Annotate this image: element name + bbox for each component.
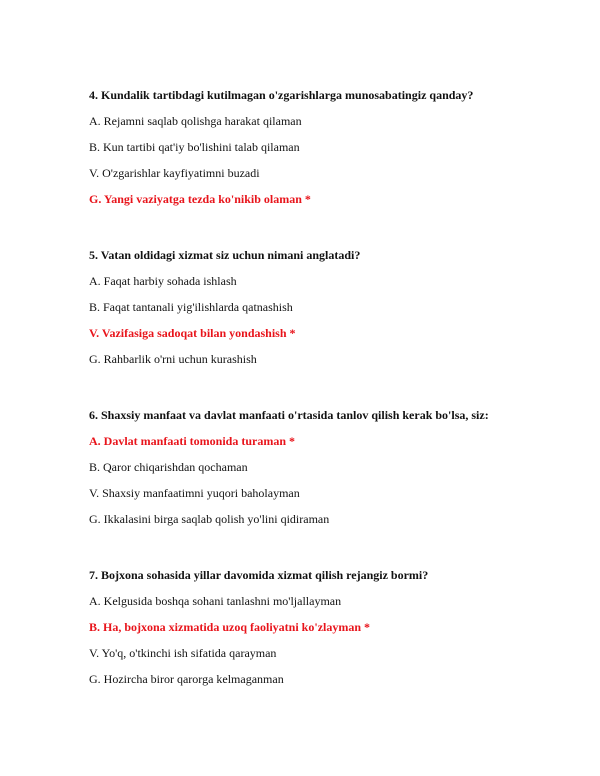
correct-answer-option: V. Vazifasiga sadoqat bilan yondashish * xyxy=(89,326,296,340)
answer-option: A. Rejamni saqlab qolishga harakat qilaman xyxy=(89,114,302,128)
question-block-7 xyxy=(89,567,569,687)
question-title: 6. Shaxsiy manfaat va davlat manfaati o'rtasida tanlov qilish kerak bo'lsa, siz: xyxy=(89,408,489,422)
correct-answer-option: A. Davlat manfaati tomonida turaman * xyxy=(89,434,295,448)
answer-option: G. Rahbarlik o'rni uchun kurashish xyxy=(89,352,257,366)
answer-option: V. O'zgarishlar kayfiyatimni buzadi xyxy=(89,166,260,180)
question-title: 5. Vatan oldidagi xizmat siz uchun nimani anglatadi? xyxy=(89,248,361,262)
answer-option: V. Shaxsiy manfaatimni yuqori baholayman xyxy=(89,486,300,500)
answer-option: G. Ikkalasini birga saqlab qolish yo'lini qidiraman xyxy=(89,512,330,526)
correct-answer-option: G. Yangi vaziyatga tezda ko'nikib olaman * xyxy=(89,192,311,206)
document-page xyxy=(89,87,569,727)
question-block-5 xyxy=(89,247,569,367)
answer-option: B. Kun tartibi qat'iy bo'lishini talab qilaman xyxy=(89,140,300,154)
answer-option: B. Faqat tantanali yig'ilishlarda qatnashish xyxy=(89,300,293,314)
question-block-4 xyxy=(89,87,569,207)
question-title: 4. Kundalik tartibdagi kutilmagan o'zgarishlarga munosabatingiz qanday? xyxy=(89,88,474,102)
answer-option: G. Hozircha biror qarorga kelmaganman xyxy=(89,672,284,686)
question-block-6 xyxy=(89,407,569,527)
question-title: 7. Bojxona sohasida yillar davomida xizmat qilish rejangiz bormi? xyxy=(89,568,429,582)
answer-option: B. Qaror chiqarishdan qochaman xyxy=(89,460,248,474)
answer-option: A. Faqat harbiy sohada ishlash xyxy=(89,274,237,288)
answer-option: V. Yo'q, o'tkinchi ish sifatida qarayman xyxy=(89,646,277,660)
answer-option: A. Kelgusida boshqa sohani tanlashni mo'ljallayman xyxy=(89,594,342,608)
correct-answer-option: B. Ha, bojxona xizmatida uzoq faoliyatni ko'zlayman * xyxy=(89,620,371,634)
